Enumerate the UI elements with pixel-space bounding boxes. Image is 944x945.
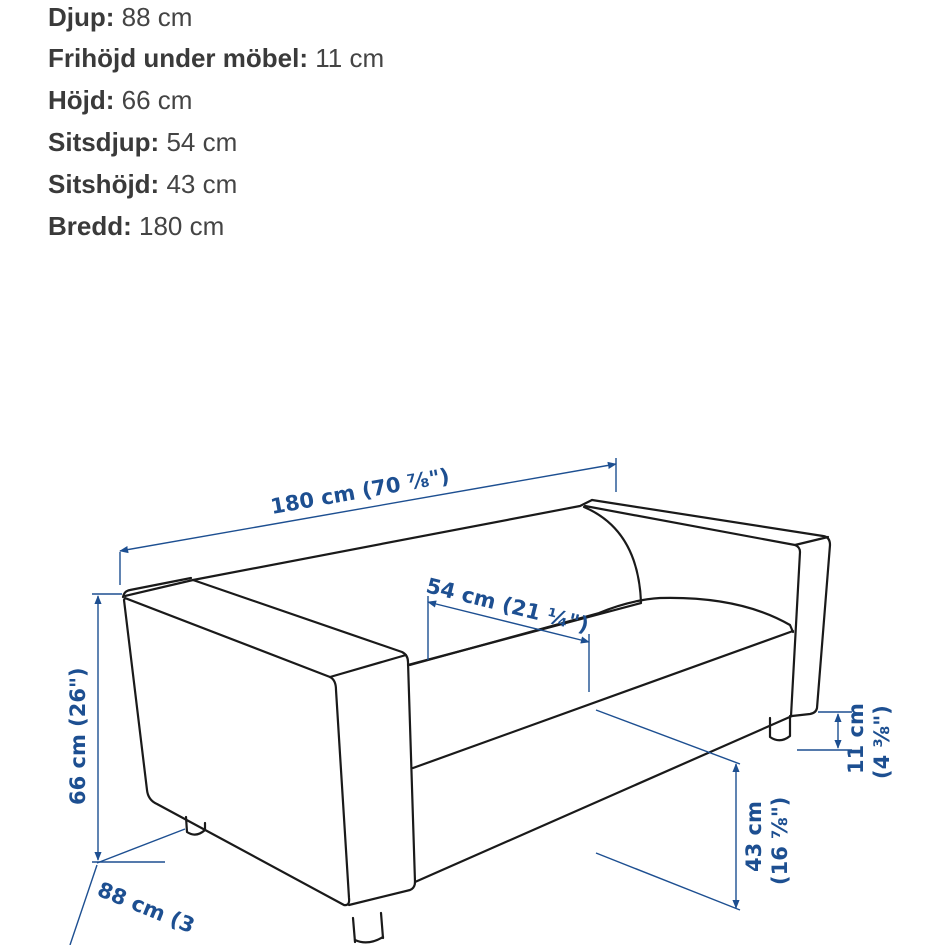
spec-label: Sitshöjd:	[48, 169, 160, 199]
spec-value: 43 cm	[159, 169, 238, 199]
seat-depth-dimension-label: 54 cm (21 ¼")	[423, 573, 592, 638]
spec-label: Bredd:	[48, 211, 132, 241]
spec-value: 180 cm	[131, 211, 225, 241]
spec-label: Djup:	[48, 2, 115, 32]
seat-height-dimension-label-cm: 43 cm	[742, 801, 766, 872]
dimension-lines	[70, 458, 852, 945]
clearance-dimension-label-cm: 11 cm	[844, 703, 868, 774]
spec-value: 88 cm	[114, 2, 193, 32]
height-dimension-label: 66 cm (26")	[66, 667, 90, 805]
sofa-leg-front-left	[353, 913, 383, 942]
sofa-illustration	[123, 500, 830, 942]
spec-label: Frihöjd under möbel:	[48, 43, 308, 73]
spec-label: Sitsdjup:	[48, 127, 160, 157]
spec-label: Höjd:	[48, 85, 115, 115]
spec-value: 54 cm	[159, 127, 238, 157]
depth-dimension-label: 88 cm (3	[94, 877, 199, 938]
clearance-dimension-label-in: (4 ⅜")	[870, 705, 894, 779]
width-dimension-label: 180 cm (70 ⅞")	[268, 463, 452, 519]
sofa-leg-right	[770, 716, 790, 740]
sofa-back	[193, 500, 641, 665]
spec-value: 11 cm	[308, 43, 385, 73]
seat-height-dimension-label-in: (16 ⅞")	[768, 796, 792, 885]
spec-value: 66 cm	[114, 85, 193, 115]
left-armrest	[123, 578, 415, 905]
